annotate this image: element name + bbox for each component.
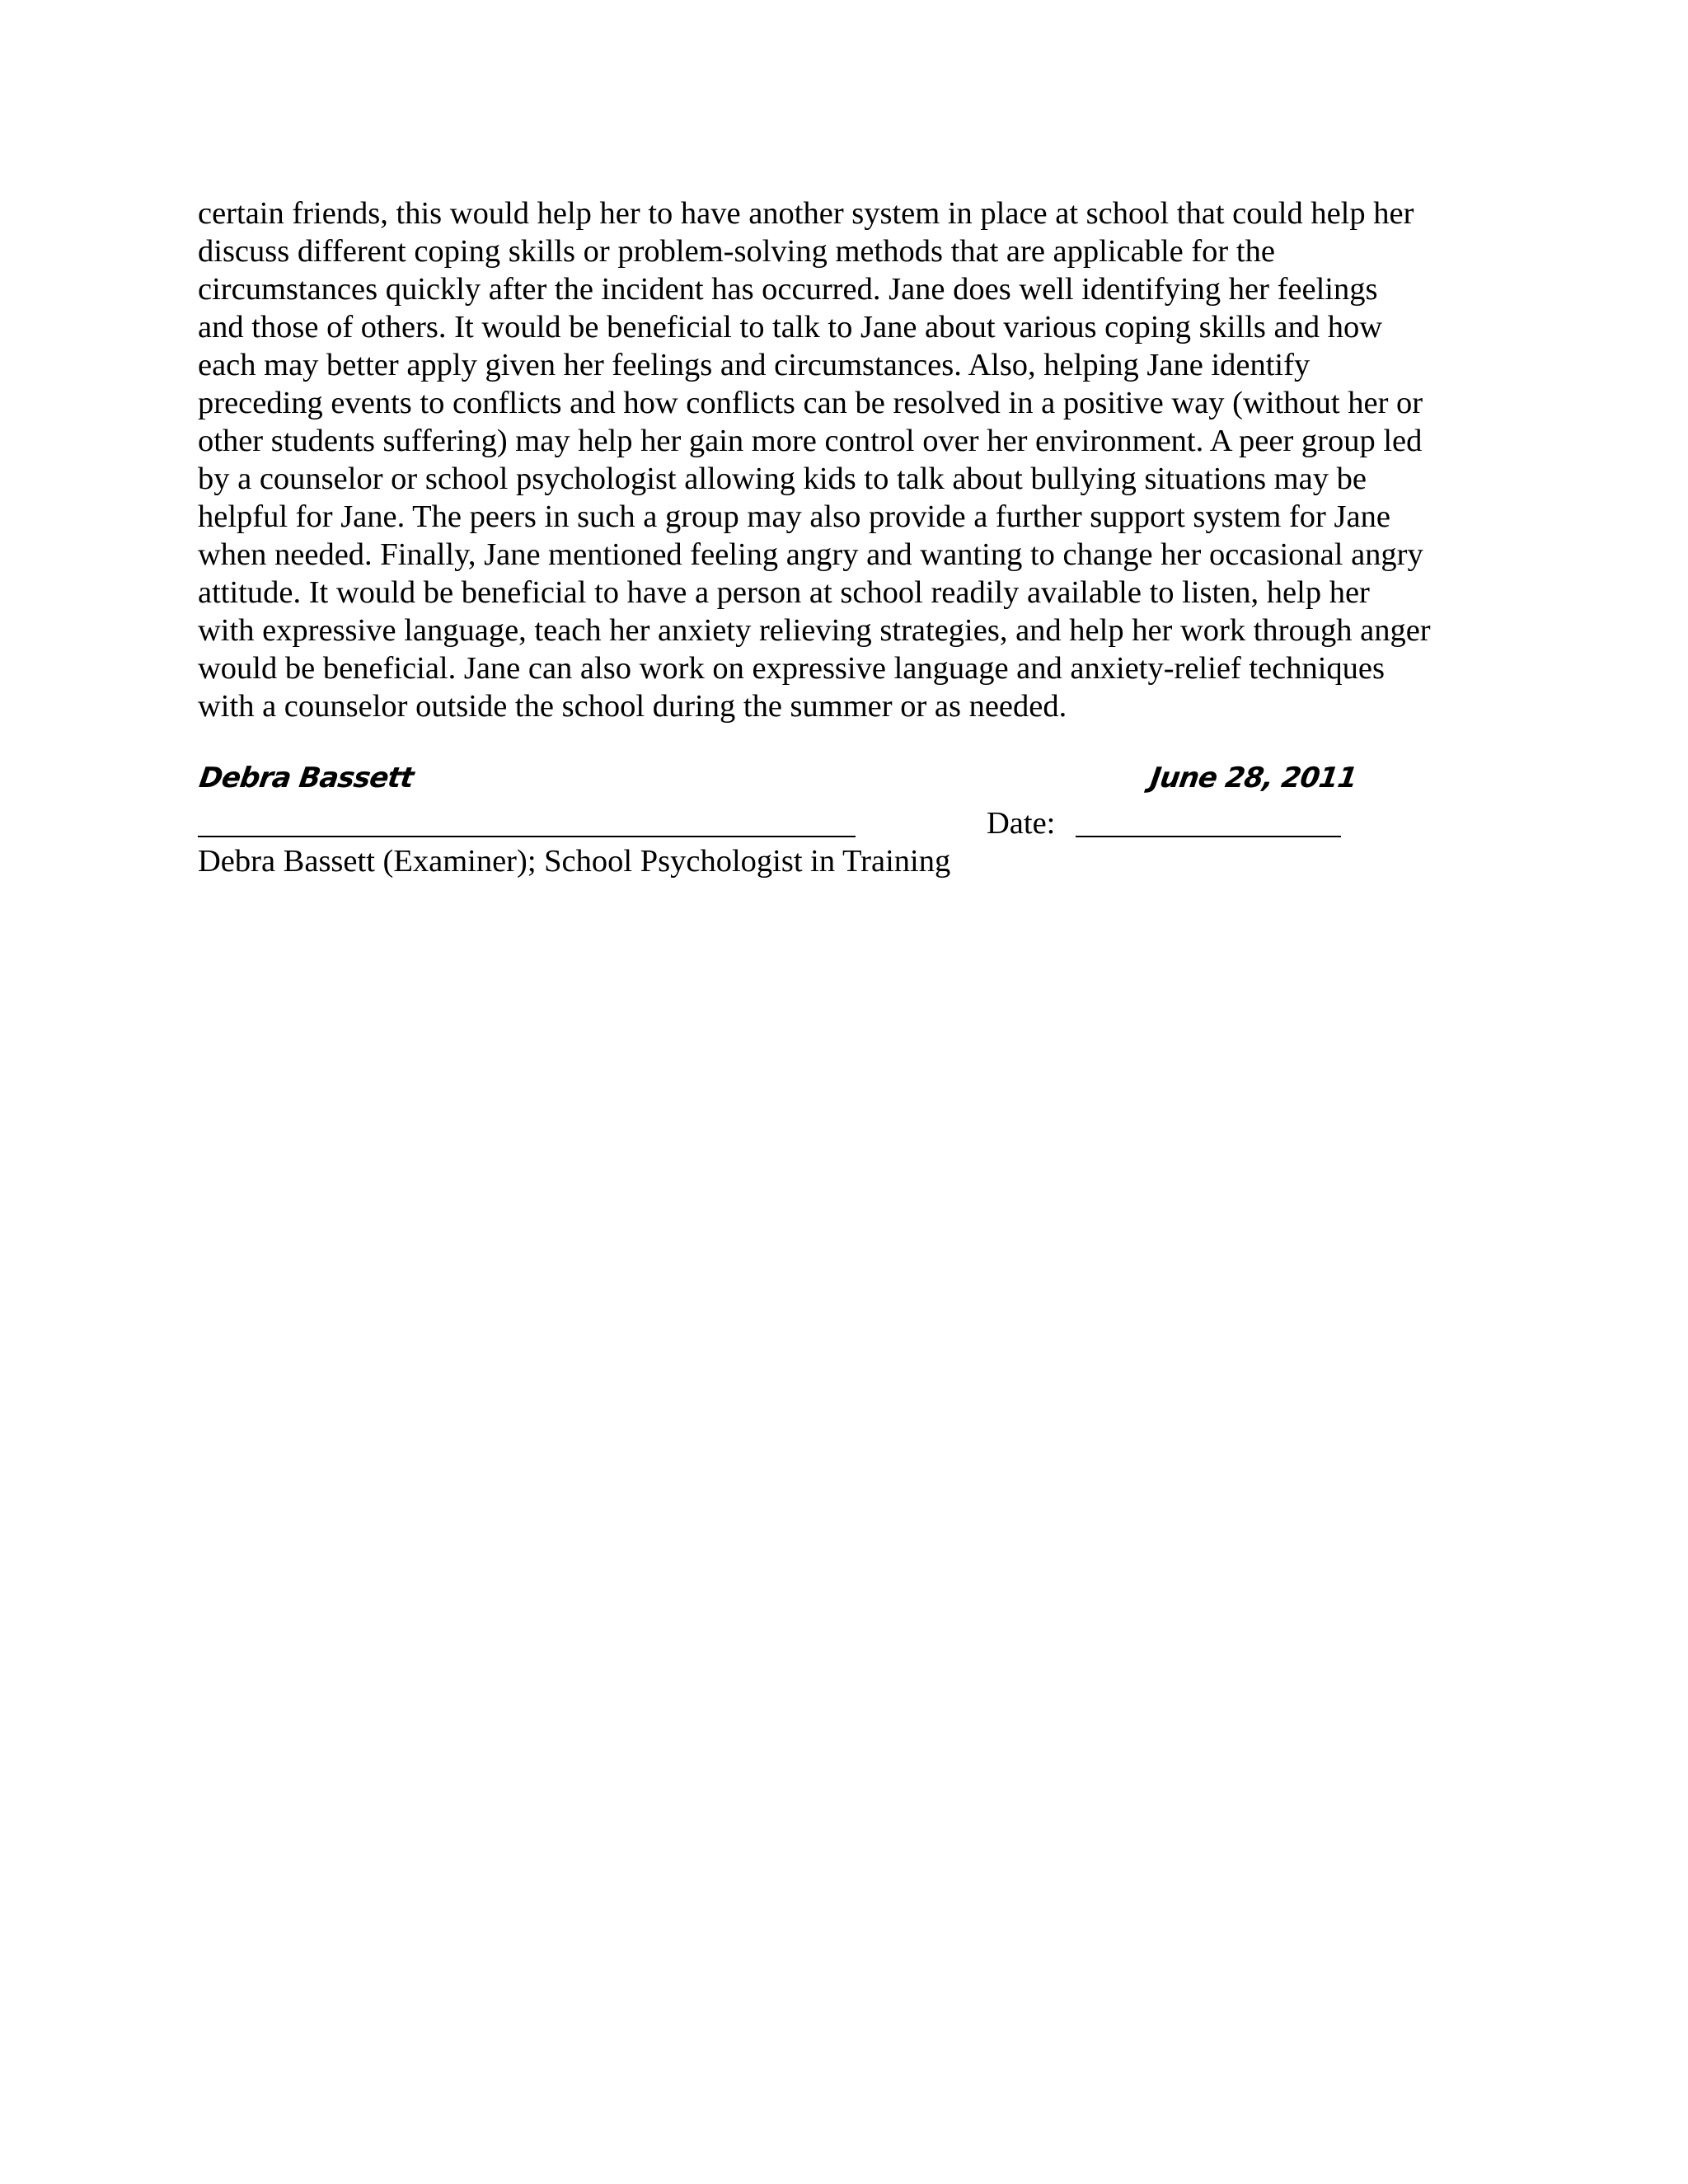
paragraph-line: and those of others. It would be beneficial to talk to Jane about various coping skills and how — [198, 310, 1383, 344]
paragraph-line: with a counselor outside the school during the summer or as needed. — [198, 689, 1067, 724]
paragraph-line: circumstances quickly after the incident has occurred. Jane does well identifying her feelings — [198, 272, 1378, 307]
paragraph-line: other students suffering) may help her gain more control over her environment. A peer group led — [198, 424, 1423, 458]
paragraph-line: attitude. It would be beneficial to have a person at school readily available to listen, help her — [198, 575, 1370, 610]
handwritten-signature: Debra Bassett — [197, 762, 415, 794]
paragraph-line: by a counselor or school psychologist allowing kids to talk about bullying situations may be — [198, 462, 1367, 496]
paragraph-line: would be beneficial. Jane can also work on expressive language and anxiety-relief techniques — [198, 651, 1385, 686]
paragraph-line: certain friends, this would help her to have another system in place at school that could help her — [198, 196, 1414, 231]
handwritten-date: June 28, 2011 — [1148, 762, 1359, 794]
examiner-caption: Debra Bassett (Examiner); School Psychologist in Training — [198, 844, 951, 879]
signature-line — [198, 836, 856, 837]
paragraph-line: preceding events to conflicts and how conflicts can be resolved in a positive way (without her or — [198, 386, 1423, 420]
paragraph-line: with expressive language, teach her anxiety relieving strategies, and help her work through anger — [198, 613, 1431, 648]
body-paragraph — [198, 194, 1550, 725]
date-line — [1076, 836, 1341, 837]
date-label: Date: — [987, 806, 1056, 841]
paragraph-line: when needed. Finally, Jane mentioned feeling angry and wanting to change her occasional angry — [198, 537, 1423, 572]
paragraph-line: discuss different coping skills or problem-solving methods that are applicable for the — [198, 234, 1275, 269]
paragraph-line: helpful for Jane. The peers in such a group may also provide a further support system for Jane — [198, 499, 1390, 534]
paragraph-line: each may better apply given her feelings and circumstances. Also, helping Jane identify — [198, 348, 1311, 382]
